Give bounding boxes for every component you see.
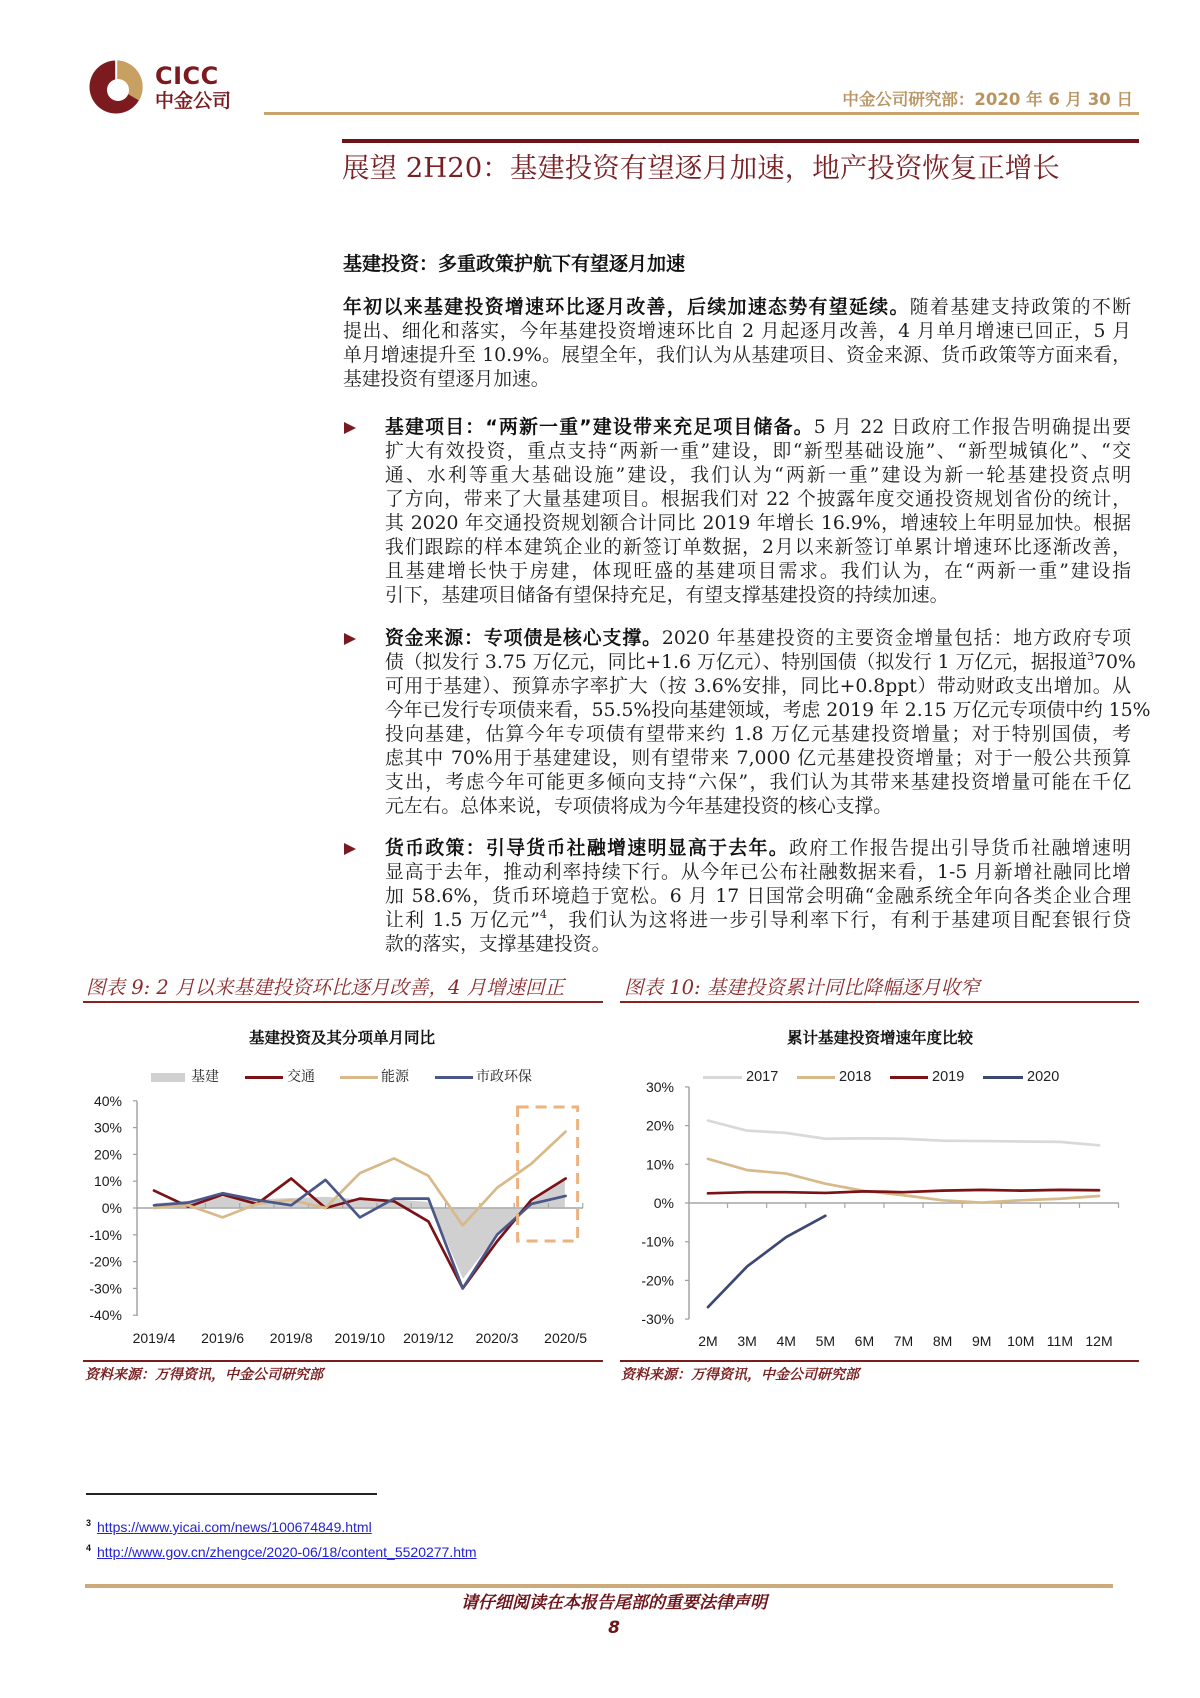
- legend-swatch-jiaotong: [245, 1076, 283, 1079]
- body-text: 加 58.6%，货币环境趋于宽松。6 月 17 日国常会明确“金融系统全年向各类企业合理: [385, 886, 1131, 907]
- figure-10-caption: 图表 10: 基建投资累计同比降幅逐月收窄: [624, 976, 980, 999]
- y-tick-label: -40%: [89, 1307, 122, 1324]
- x-tick-label: 6M: [854, 1333, 875, 1349]
- legend-label-2019: 2019: [932, 1069, 965, 1085]
- bullet-arrow-icon: [344, 422, 356, 434]
- text-line: [385, 933, 1131, 957]
- y-tick-label: -20%: [89, 1253, 122, 1270]
- body-text: 提出、细化和落实，今年基建投资增速环比自 2 月起逐月改善，4 月单月增速已回正，5 月: [343, 321, 1131, 342]
- legend-swatch-2019: [890, 1076, 928, 1079]
- x-tick-label: 2019/4: [132, 1330, 176, 1346]
- legend-swatch-2018: [797, 1076, 835, 1079]
- series-area-0: [154, 1179, 566, 1281]
- text-line: [385, 627, 1131, 651]
- body-text: 且基建增长快于房建，体现旺盛的基建项目需求。我们认为，在“两新一重”建设指: [385, 561, 1131, 582]
- legend-label-nengyuan: 能源: [381, 1069, 409, 1085]
- figure-9-caption-rule: [83, 1001, 603, 1003]
- legend-label-shizheng: 市政环保: [476, 1069, 532, 1085]
- body-text: 基建投资有望逐月加速。: [343, 369, 550, 390]
- y-tick-label: -10%: [641, 1233, 674, 1250]
- cicc-logo[interactable]: [89, 58, 259, 118]
- y-tick-label: 0%: [653, 1195, 674, 1211]
- legend-label-2018: 2018: [839, 1069, 872, 1085]
- logo-text-cn: 中金公司: [155, 90, 232, 112]
- text-line: [385, 861, 1131, 885]
- lead-sentence: 年初以来基建投资增速环比逐月改善，后续加速态势有望延续。: [343, 297, 910, 318]
- footnote-number: 3: [86, 1518, 92, 1528]
- title-divider: [342, 139, 1139, 143]
- legend-label-jiaotong: 交通: [287, 1069, 315, 1085]
- lead-sentence: 货币政策：引导货币社融增速明显高于去年。: [385, 838, 790, 859]
- body-text: 债（拟发行 3.75 万亿元，同比+1.6 万亿元）、特别国债（拟发行 1 万亿元，据报道: [385, 652, 1088, 673]
- y-tick-label: 20%: [93, 1146, 122, 1163]
- body-text: 投向基建，估算今年专项债有望带来约 1.8 万亿元基建投资增量；对于特别国债，考: [385, 724, 1131, 745]
- text-line: [343, 344, 1131, 368]
- body-text: 让利 1.5 万亿元”: [385, 910, 540, 931]
- logo-text-en: CICC: [155, 62, 219, 90]
- body-text: 可用于基建）、预算赤字率扩大（按 3.6%安排，同比+0.8ppt）带动财政支出增加。从: [385, 676, 1131, 697]
- series-line-交通: [154, 1179, 566, 1289]
- text-line: [385, 909, 1131, 933]
- body-text: 引下，基建项目储备有望保持充足，有望支撑基建投资的持续加速。: [385, 585, 949, 606]
- figure-10-bottom-rule: [620, 1360, 1139, 1362]
- x-tick-label: 2020/3: [475, 1330, 519, 1346]
- bullet-arrow-icon: [344, 843, 356, 855]
- text-line: [385, 699, 1151, 723]
- text-line: [343, 296, 1131, 320]
- figure-9-bottom-rule: [83, 1360, 603, 1362]
- intro-paragraph: [343, 296, 1131, 392]
- body-text: 我们跟踪的样本建筑企业的新签订单数据，2月以来新签订单累计增速环比逐渐改善，: [385, 537, 1131, 558]
- figure-10-chart-title: 累计基建投资增速年度比较: [786, 1029, 974, 1047]
- figure-10-source: 资料来源：万得资讯，中金公司研究部: [621, 1367, 859, 1383]
- text-line: [385, 416, 1131, 440]
- footnote-link[interactable]: http://www.gov.cn/zhengce/2020-06/18/content_5520277.htm: [97, 1544, 477, 1560]
- legend-swatch-nengyuan: [340, 1076, 378, 1079]
- x-tick-label: 2019/10: [334, 1330, 386, 1346]
- series-line-2020: [708, 1216, 825, 1307]
- text-line: [385, 536, 1131, 560]
- x-tick-label: 10M: [1007, 1333, 1035, 1349]
- text-line: [385, 512, 1131, 536]
- highlight-dashed-box: [518, 1107, 578, 1241]
- y-tick-label: -30%: [641, 1311, 674, 1328]
- body-text: 扩大有效投资，重点支持“两新一重”建设，即“新型基础设施”、“新型城镇化”、“交: [385, 441, 1131, 462]
- bullet-arrow-icon: [344, 633, 356, 645]
- footnote-4: [86, 1539, 477, 1561]
- x-tick-label: 2M: [698, 1333, 718, 1349]
- y-tick-label: 10%: [93, 1173, 122, 1190]
- department-date: 中金公司研究部：2020 年 6 月 30 日: [842, 90, 1133, 109]
- x-tick-label: 8M: [932, 1333, 953, 1349]
- text-line: [385, 560, 1131, 584]
- text-line: [385, 675, 1131, 699]
- text-line: [343, 368, 1131, 392]
- cicc-logo-mark-icon: [89, 58, 145, 116]
- text-line: [385, 488, 1131, 512]
- legend-swatch-jijian: [151, 1073, 185, 1082]
- x-tick-label: 11M: [1046, 1333, 1074, 1349]
- footnote-ref[interactable]: 4: [539, 908, 547, 921]
- series-line-2017: [708, 1121, 1099, 1146]
- body-text: 虑其中 70%用于基建建设，则有望带来 7,000 亿元基建投资增量；对于一般公共预算: [385, 748, 1131, 769]
- footnote-3: [86, 1514, 372, 1536]
- section-heading: 基建投资：多重政策护航下有望逐月加速: [343, 253, 686, 275]
- body-text: 其 2020 年交通投资规划额合计同比 2019 年增长 16.9%，增速较上年明显加快。根据: [385, 513, 1131, 534]
- text-line: [385, 747, 1131, 771]
- x-tick-label: 7M: [893, 1333, 914, 1349]
- body-text: 元左右。总体来说，专项债将成为今年基建投资的核心支撑。: [385, 796, 893, 817]
- legend-label-jijian: 基建: [191, 1069, 219, 1085]
- series-line-市政环保: [154, 1180, 566, 1289]
- text-line: [385, 650, 1136, 675]
- y-tick-label: 30%: [645, 1078, 674, 1095]
- x-tick-label: 2019/12: [403, 1330, 454, 1346]
- header-divider: [264, 112, 1139, 115]
- x-tick-label: 12M: [1085, 1333, 1113, 1349]
- body-text: 支出，考虑今年可能更多倾向支持“六保”，我们认为其带来基建投资增量可能在千亿: [385, 772, 1131, 793]
- legend-swatch-2017: [703, 1076, 742, 1079]
- text-line: [385, 795, 1131, 819]
- x-tick-label: 2019/8: [269, 1330, 313, 1346]
- bullet-funding-sources: [385, 627, 1151, 819]
- x-tick-label: 2019/6: [201, 1330, 245, 1346]
- y-tick-label: 40%: [93, 1092, 122, 1109]
- figure-9-source: 资料来源：万得资讯，中金公司研究部: [85, 1367, 323, 1383]
- x-tick-label: 5M: [815, 1333, 836, 1349]
- figure-10-caption-rule: [620, 1001, 1139, 1003]
- x-tick-label: 4M: [776, 1333, 796, 1349]
- legend-label-2017: 2017: [746, 1069, 779, 1085]
- series-line-2019: [708, 1190, 1099, 1193]
- body-text: 70%: [1094, 652, 1136, 673]
- body-text: 5 月 22 日政府工作报告明确提出要: [813, 417, 1131, 438]
- text-line: [385, 885, 1131, 909]
- text-line: [385, 584, 1131, 608]
- y-tick-label: 10%: [645, 1156, 674, 1173]
- text-line: [385, 771, 1131, 795]
- page-title: 展望 2H20：基建投资有望逐月加速，地产投资恢复正增长: [342, 152, 1060, 184]
- footnote-divider: [86, 1493, 377, 1495]
- series-line-能源: [154, 1132, 566, 1226]
- x-tick-label: 9M: [971, 1333, 992, 1349]
- body-text: 了方向，带来了大量基建项目。根据我们对 22 个披露年度交通投资规划省份的统计，: [385, 489, 1131, 510]
- lead-sentence: 资金来源：专项债是核心支撑。: [385, 628, 662, 649]
- body-text: 显高于去年，推动利率持续下行。从今年已公布社融数据来看，1-5 月新增社融同比增: [385, 862, 1131, 883]
- y-tick-label: 0%: [101, 1200, 122, 1216]
- lead-sentence: 基建项目：“两新一重”建设带来充足项目储备。: [385, 417, 814, 438]
- text-line: [385, 837, 1131, 861]
- body-text: ，我们认为这将进一步引导利率下行，有利于基建项目配套银行贷: [546, 910, 1131, 931]
- figure-9-chart-title: 基建投资及其分项单月同比: [248, 1029, 436, 1047]
- footnote-ref[interactable]: 3: [1087, 650, 1095, 663]
- series-line-2018: [708, 1159, 1099, 1203]
- legal-disclaimer-notice: 请仔细阅读在本报告尾部的重要法律声明: [461, 1593, 767, 1613]
- y-tick-label: 30%: [93, 1119, 122, 1136]
- body-text: 单月增速提升至 10.9%。展望全年，我们认为从基建项目、资金来源、货币政策等方面来看，: [343, 345, 1131, 366]
- body-text: 款的落实，支撑基建投资。: [385, 934, 611, 955]
- text-line: [385, 723, 1131, 747]
- y-tick-label: -20%: [641, 1272, 674, 1289]
- footer-divider: [85, 1584, 1113, 1588]
- bullet-infrastructure-projects: [385, 416, 1131, 608]
- y-tick-label: -10%: [89, 1226, 122, 1243]
- footnote-number: 4: [86, 1543, 92, 1553]
- legend-swatch-2020: [983, 1076, 1023, 1079]
- body-text: 随着基建支持政策的不断: [909, 297, 1132, 318]
- x-tick-label: 2020/5: [544, 1330, 588, 1346]
- figure-9-caption: 图表 9: 2 月以来基建投资环比逐月改善，4 月增速回正: [86, 976, 565, 999]
- text-line: [343, 320, 1131, 344]
- legend-swatch-shizheng: [435, 1076, 473, 1079]
- x-tick-label: 3M: [737, 1333, 757, 1349]
- bullet-monetary-policy: [385, 837, 1131, 957]
- body-text: 今年已发行专项债来看，55.5%投向基建领域，考虑 2019 年 2.15 万亿元专项债中约 15%: [385, 700, 1151, 721]
- legend-label-2020: 2020: [1027, 1069, 1060, 1085]
- page-number: 8: [608, 1618, 620, 1638]
- body-text: 通、水利等重大基础设施”建设，我们认为“两新一重”建设为新一轮基建投资点明: [385, 465, 1131, 486]
- y-tick-label: 20%: [645, 1117, 674, 1134]
- y-tick-label: -30%: [89, 1280, 122, 1297]
- body-text: 政府工作报告提出引导货币社融增速明: [789, 838, 1132, 859]
- text-line: [385, 440, 1131, 464]
- text-line: [385, 464, 1131, 488]
- footnote-link[interactable]: https://www.yicai.com/news/100674849.html: [97, 1519, 372, 1535]
- body-text: 2020 年基建投资的主要资金增量包括：地方政府专项: [661, 628, 1132, 649]
